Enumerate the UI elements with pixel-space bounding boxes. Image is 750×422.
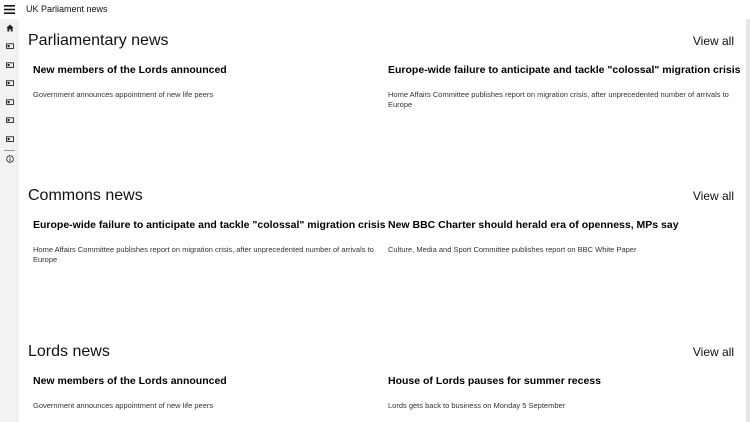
section-parliamentary-news: [19, 32, 746, 182]
section-commons-news: [19, 187, 746, 337]
article-summary: Lords gets back to business on Monday 5 September: [388, 401, 566, 410]
sidebar-nav: [0, 19, 19, 422]
article-title: New members of the Lords announced: [33, 64, 227, 76]
news-card[interactable]: [388, 375, 728, 411]
article-title: New BBC Charter should herald era of openness, MPs say: [388, 219, 679, 231]
news-icon: [6, 135, 14, 143]
view-all-link[interactable]: View all: [692, 345, 734, 359]
section-title: Commons news: [28, 187, 143, 204]
sidebar-item-news-1[interactable]: [0, 37, 19, 55]
hamburger-menu-icon[interactable]: [0, 0, 19, 19]
news-icon: [6, 98, 14, 106]
news-card[interactable]: [33, 375, 373, 411]
sidebar-item-about[interactable]: [0, 150, 19, 168]
news-card[interactable]: [388, 64, 741, 110]
article-title: Europe-wide failure to anticipate and tackle "colossal" migration crisis: [388, 64, 741, 76]
app-title: UK Parliament news: [26, 4, 108, 14]
article-summary: Home Affairs Committee publishes report on migration crisis, after unprecedented number of arrivals to Europe: [388, 90, 729, 109]
main-content: [19, 19, 746, 422]
sidebar-item-news-3[interactable]: [0, 74, 19, 92]
view-all-link[interactable]: View all: [692, 189, 734, 203]
section-title: Parliamentary news: [28, 32, 169, 49]
title-bar: [0, 0, 750, 19]
news-icon: [6, 79, 14, 87]
section-title: Lords news: [28, 343, 110, 360]
article-title: Europe-wide failure to anticipate and tackle "colossal" migration crisis: [33, 219, 386, 231]
article-summary: Home Affairs Committee publishes report on migration crisis, after unprecedented number of arrivals to Europe: [33, 245, 374, 264]
sidebar-item-news-2[interactable]: [0, 56, 19, 74]
sidebar-item-news-6[interactable]: [0, 130, 19, 148]
sidebar-item-news-5[interactable]: [0, 111, 19, 129]
home-icon: [6, 24, 14, 32]
news-card[interactable]: [388, 219, 728, 255]
news-card[interactable]: [33, 64, 373, 100]
news-icon: [6, 116, 14, 124]
article-title: House of Lords pauses for summer recess: [388, 375, 601, 387]
article-summary: Government announces appointment of new life peers: [33, 401, 214, 410]
sidebar-item-home[interactable]: [0, 19, 19, 37]
info-icon: [6, 155, 14, 163]
article-title: New members of the Lords announced: [33, 375, 227, 387]
news-icon: [6, 42, 14, 50]
news-icon: [6, 61, 14, 69]
section-lords-news: [19, 343, 746, 422]
view-all-link[interactable]: View all: [692, 34, 734, 48]
article-summary: Culture, Media and Sport Committee publishes report on BBC White Paper: [388, 245, 637, 254]
sidebar-item-news-4[interactable]: [0, 93, 19, 111]
article-summary: Government announces appointment of new life peers: [33, 90, 214, 99]
news-card[interactable]: [33, 219, 386, 265]
vertical-scrollbar[interactable]: [746, 19, 750, 422]
